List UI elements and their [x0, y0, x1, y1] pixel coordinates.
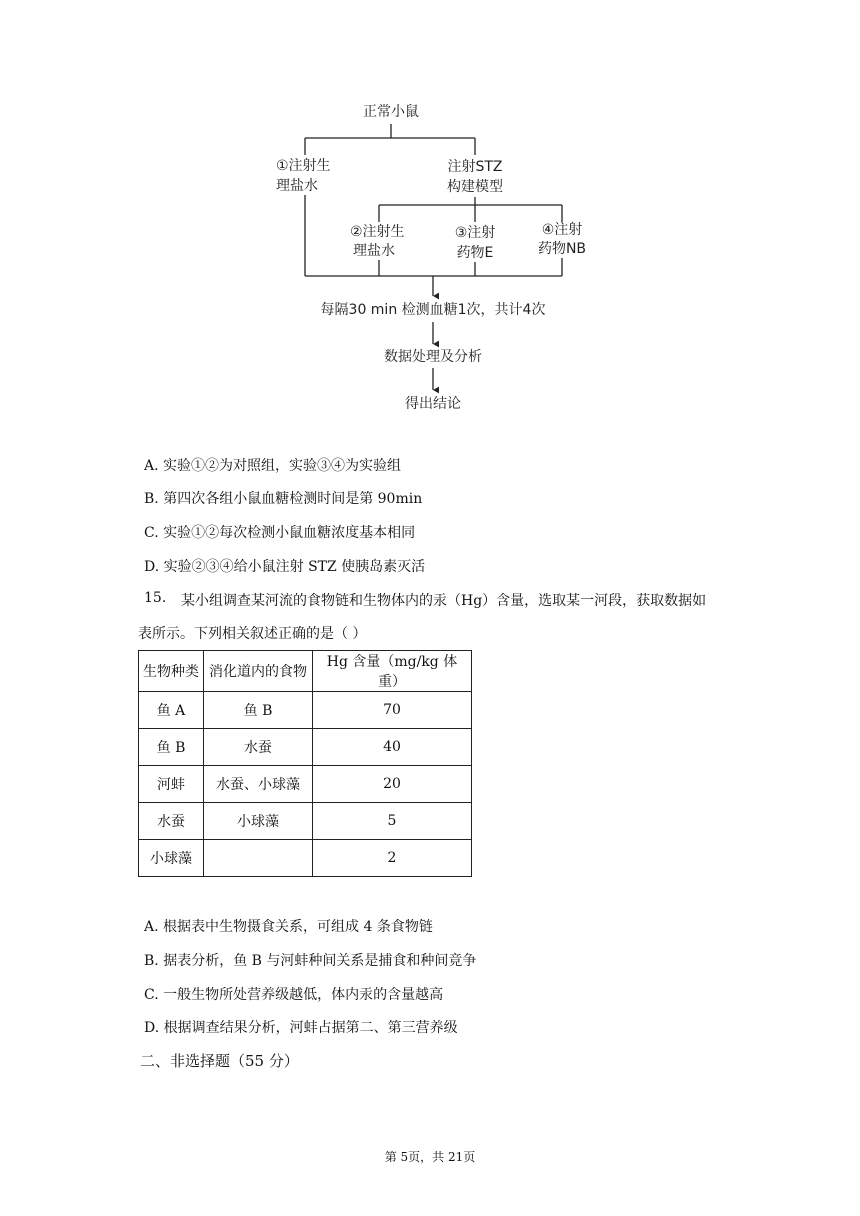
flow-group2-line1: ②注射生 [350, 224, 405, 240]
section-heading: 二、非选择题（55 分） [140, 1052, 299, 1070]
table-cell: 5 [313, 803, 472, 840]
flow-step-conclusion: 得出结论 [405, 396, 461, 412]
table-cell: 40 [313, 729, 472, 766]
q15-number: 15. [144, 590, 167, 606]
q14-option-d: D. 实验②③④给小鼠注射 STZ 使胰岛素灭活 [144, 559, 426, 575]
flow-step-detect: 每隔30 min 检测血糖1次，共计4次 [320, 302, 546, 318]
q15-stem-line2: 表所示。下列相关叙述正确的是（ ） [138, 626, 367, 642]
flow-stz-line2: 构建模型 [447, 179, 503, 195]
table-cell: 水蚕、小球藻 [204, 766, 313, 803]
table-row [139, 729, 472, 766]
flow-stz-line1: 注射STZ [447, 159, 503, 175]
table-cell: 小球藻 [204, 803, 313, 840]
table-header-cell: 生物种类 [139, 651, 204, 692]
table-row [139, 840, 472, 877]
table-header-cell: Hg 含量（mg/kg 体重） [313, 651, 472, 692]
page-footer: 第 5页，共 21页 [384, 1150, 476, 1164]
table-cell [204, 840, 313, 877]
table-cell: 2 [313, 840, 472, 877]
table-cell: 水蚕 [204, 729, 313, 766]
q14-option-b: B. 第四次各组小鼠血糖检测时间是第 90min [144, 491, 423, 507]
flow-group3-line1: ③注射 [454, 225, 496, 241]
table-row [139, 692, 472, 729]
flowchart-connectors [0, 0, 860, 440]
q14-option-c: C. 实验①②每次检测小鼠血糖浓度基本相同 [144, 525, 416, 541]
table-cell: 70 [313, 692, 472, 729]
flow-group3-line2: 药物E [456, 245, 494, 261]
flow-group4-line1: ④注射 [541, 222, 583, 238]
q15-option-d: D. 根据调查结果分析，河蚌占据第二、第三营养级 [144, 1020, 458, 1036]
table-cell: 鱼 A [139, 692, 204, 729]
flow-step-analysis: 数据处理及分析 [384, 349, 482, 365]
table-header-row [139, 651, 472, 692]
flow-top-label: 正常小鼠 [363, 104, 419, 120]
q15-option-b: B. 据表分析，鱼 B 与河蚌种间关系是捕食和种间竞争 [144, 953, 477, 969]
flow-group1-line1: ①注射生 [276, 158, 331, 174]
q15-option-a: A. 根据表中生物摄食关系，可组成 4 条食物链 [144, 919, 433, 935]
table-cell: 鱼 B [204, 692, 313, 729]
table-row [139, 766, 472, 803]
table-cell: 小球藻 [139, 840, 204, 877]
flow-group4-line2: 药物NB [537, 241, 587, 257]
q15-option-c: C. 一般生物所处营养级越低，体内汞的含量越高 [144, 987, 444, 1003]
table-cell: 水蚕 [139, 803, 204, 840]
q15-stem-line1: 某小组调查某河流的食物链和生物体内的汞（Hg）含量，选取某一河段，获取数据如 [181, 593, 707, 609]
table-cell: 20 [313, 766, 472, 803]
table-cell: 河蚌 [139, 766, 204, 803]
flow-group1-line2: 理盐水 [276, 178, 318, 194]
table-header-cell: 消化道内的食物 [204, 651, 313, 692]
table-row [139, 803, 472, 840]
flow-group2-line2: 理盐水 [353, 243, 395, 259]
hg-content-table [138, 650, 472, 877]
q14-option-a: A. 实验①②为对照组，实验③④为实验组 [144, 458, 402, 474]
table-cell: 鱼 B [139, 729, 204, 766]
